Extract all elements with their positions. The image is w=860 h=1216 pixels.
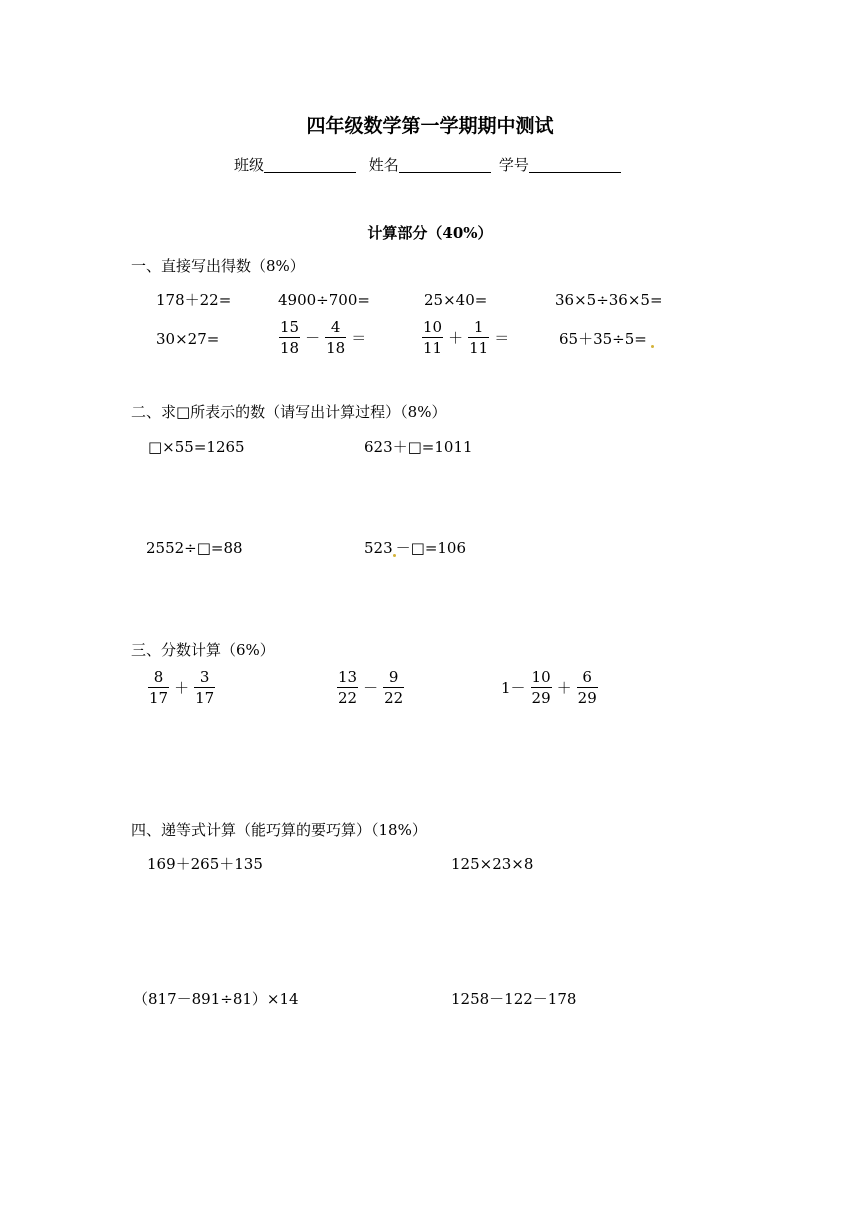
section4-heading: 四、递等式计算（能巧算的要巧算）（18%）: [131, 821, 427, 839]
s1-problem-4: 36×5÷36×5=: [555, 291, 663, 309]
numerator: 8: [153, 668, 164, 686]
s3-problem-3: [499, 670, 601, 706]
id-blank: [529, 158, 621, 173]
denominator: 17: [149, 689, 169, 707]
problem-text: 65＋35÷5=: [559, 330, 647, 348]
problem-text: －□=106: [395, 539, 467, 557]
id-label: 学号: [498, 156, 529, 174]
student-info-line: [234, 158, 629, 173]
page-title: 四年级数学第一学期期中测试: [306, 115, 554, 137]
denominator: 29: [531, 689, 551, 707]
fraction: [279, 320, 300, 356]
fraction: [577, 670, 598, 706]
section-subtitle: 计算部分（40%）: [367, 224, 493, 242]
numerator: 13: [338, 668, 358, 686]
operator: －: [363, 678, 379, 697]
numerator: 10: [531, 668, 551, 686]
fraction: [468, 320, 489, 356]
numerator: 6: [582, 668, 592, 686]
numerator: 10: [423, 318, 443, 336]
s4-problem-4: 1258－122－178: [451, 990, 577, 1008]
class-label: 班级: [234, 156, 265, 174]
problem-text: 523: [364, 539, 393, 557]
operator: ＋: [448, 328, 464, 347]
name-blank: [399, 158, 491, 173]
s1-fraction-problem-2: [419, 320, 511, 356]
denominator: 11: [469, 339, 489, 357]
s4-problem-2: 125×23×8: [451, 855, 534, 873]
denominator: 22: [338, 689, 358, 707]
denominator: 18: [280, 339, 300, 357]
s1-problem-8: [559, 332, 654, 348]
operator: ＋: [174, 678, 190, 697]
s1-problem-3: 25×40=: [424, 291, 488, 309]
s1-problem-1: 178＋22=: [156, 291, 232, 309]
operator: －: [305, 328, 321, 347]
s1-problem-2: 4900÷700=: [278, 291, 370, 309]
denominator: 17: [195, 689, 215, 707]
operator: ＋: [556, 678, 572, 697]
numerator: 9: [388, 668, 399, 686]
s1-problem-5: 30×27=: [156, 330, 220, 348]
s2-problem-4: [364, 541, 466, 557]
s3-problem-1: [145, 670, 218, 706]
fraction: [422, 320, 443, 356]
s1-fraction-problem-1: [276, 320, 368, 356]
s2-problem-2: 623＋□=1011: [364, 438, 473, 456]
s4-problem-3: （817－891÷81）×14: [133, 990, 299, 1008]
fraction: [194, 670, 215, 706]
fraction: [337, 670, 358, 706]
equals-sign: ＝: [351, 328, 367, 347]
equals-sign: ＝: [494, 328, 510, 347]
denominator: 11: [423, 339, 443, 357]
fraction: [148, 670, 169, 706]
denominator: 18: [326, 339, 346, 357]
fraction: [531, 670, 552, 706]
fraction: [325, 320, 346, 356]
section1-heading: 一、直接写出得数（8%）: [131, 257, 305, 275]
leading-term: 1－: [501, 678, 526, 697]
denominator: 29: [577, 689, 597, 707]
class-blank: [264, 158, 356, 173]
section2-heading: 二、求□所表示的数（请写出计算过程）（8%）: [131, 403, 447, 421]
fraction: [383, 670, 404, 706]
s3-problem-2: [334, 670, 407, 706]
ink-dot: [651, 345, 654, 348]
numerator: 15: [280, 318, 300, 336]
s2-problem-1: □×55=1265: [148, 438, 245, 456]
s2-problem-3: 2552÷□=88: [146, 539, 243, 557]
numerator: 4: [330, 318, 341, 336]
name-label: 姓名: [368, 156, 399, 174]
numerator: 3: [199, 668, 210, 686]
section3-heading: 三、分数计算（6%）: [131, 641, 275, 659]
denominator: 22: [384, 689, 404, 707]
numerator: 1: [473, 318, 484, 336]
s4-problem-1: 169＋265＋135: [147, 855, 263, 873]
